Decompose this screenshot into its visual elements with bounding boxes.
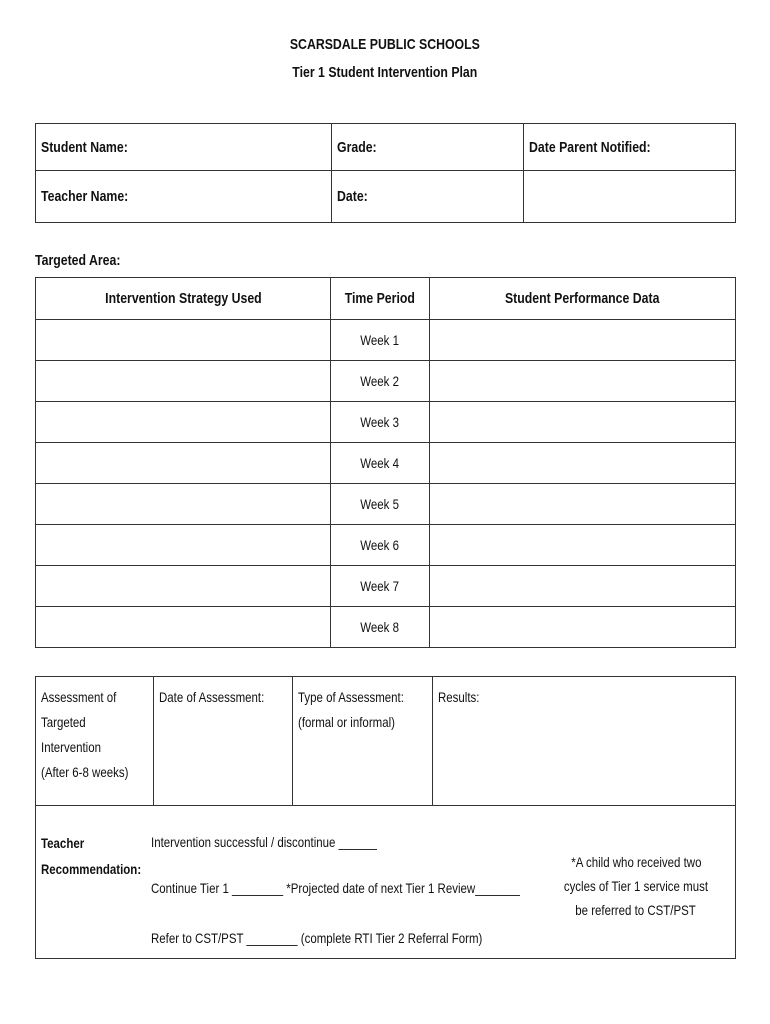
table-row: [36, 566, 736, 607]
date-parent-notified-field[interactable]: Date Parent Notified:: [524, 124, 736, 171]
date-of-assessment-cell[interactable]: [153, 677, 292, 806]
performance-cell[interactable]: [430, 402, 736, 443]
assessment-table: [35, 676, 736, 959]
tier1-cycles-note: *A child who received two cycles of Tier 1 service must be referred to CST/PST: [563, 854, 709, 918]
type-of-assessment-cell[interactable]: [293, 677, 433, 806]
results-cell[interactable]: [433, 677, 736, 806]
teacher-recommendation-label: Teacher Recommendation:: [41, 835, 142, 877]
intervention-strategy-table: [35, 277, 736, 648]
performance-cell[interactable]: [430, 607, 736, 648]
strategy-cell[interactable]: [36, 402, 331, 443]
option-continue-tier1[interactable]: Continue Tier 1 ________ *Projected date of next Tier 1 Review_______: [151, 880, 520, 896]
student-info-table: [35, 123, 736, 223]
week-cell: Week 8: [331, 607, 430, 648]
date-field[interactable]: Date:: [332, 171, 524, 223]
table-row: [36, 484, 736, 525]
option-refer-cst-pst[interactable]: Refer to CST/PST ________ (complete RTI Tier 2 Referral Form): [151, 930, 483, 946]
strategy-cell[interactable]: [36, 320, 331, 361]
table-row: [36, 443, 736, 484]
assessment-label-line: (After 6-8 weeks): [41, 764, 129, 780]
table-row: [36, 525, 736, 566]
assessment-label-cell: [36, 677, 154, 806]
strategy-cell[interactable]: [36, 525, 331, 566]
performance-cell[interactable]: [430, 361, 736, 402]
week-cell: Week 3: [331, 402, 430, 443]
date-parent-notified-value[interactable]: [524, 171, 736, 223]
table-row: [36, 607, 736, 648]
strategy-cell[interactable]: [36, 566, 331, 607]
week-cell: Week 7: [331, 566, 430, 607]
teacher-name-field[interactable]: Teacher Name:: [36, 171, 332, 223]
performance-cell[interactable]: [430, 320, 736, 361]
school-name: SCARSDALE PUBLIC SCHOOLS: [290, 36, 480, 53]
week-cell: Week 1: [331, 320, 430, 361]
option-discontinue[interactable]: Intervention successful / discontinue ______: [151, 834, 377, 850]
strategy-cell[interactable]: [36, 484, 331, 525]
week-cell: Week 2: [331, 361, 430, 402]
strategy-cell[interactable]: [36, 361, 331, 402]
targeted-area-label: Targeted Area:: [35, 252, 121, 269]
date-of-assessment-label: Date of Assessment:: [158, 689, 264, 705]
assessment-label-line: Intervention: [41, 739, 102, 755]
column-header-performance-data: Student Performance Data: [430, 278, 736, 320]
assessment-label-line: Assessment of: [41, 689, 117, 705]
week-cell: Week 6: [331, 525, 430, 566]
table-row: [36, 402, 736, 443]
type-of-assessment-label: Type of Assessment:: [298, 689, 404, 705]
performance-cell[interactable]: [430, 525, 736, 566]
column-header-time-period: Time Period: [331, 278, 430, 320]
week-cell: Week 5: [331, 484, 430, 525]
table-row: [36, 320, 736, 361]
assessment-label-line: Targeted: [41, 714, 86, 730]
form-title: Tier 1 Student Intervention Plan: [292, 64, 478, 81]
performance-cell[interactable]: [430, 484, 736, 525]
table-row: [36, 361, 736, 402]
strategy-cell[interactable]: [36, 443, 331, 484]
performance-cell[interactable]: [430, 443, 736, 484]
student-name-field[interactable]: Student Name:: [36, 124, 332, 171]
performance-cell[interactable]: [430, 566, 736, 607]
teacher-recommendation-section: [36, 806, 736, 959]
results-label: Results:: [438, 689, 480, 705]
type-of-assessment-note: (formal or informal): [298, 714, 395, 730]
week-cell: Week 4: [331, 443, 430, 484]
strategy-cell[interactable]: [36, 607, 331, 648]
column-header-strategy: Intervention Strategy Used: [36, 278, 331, 320]
grade-field[interactable]: Grade:: [332, 124, 524, 171]
